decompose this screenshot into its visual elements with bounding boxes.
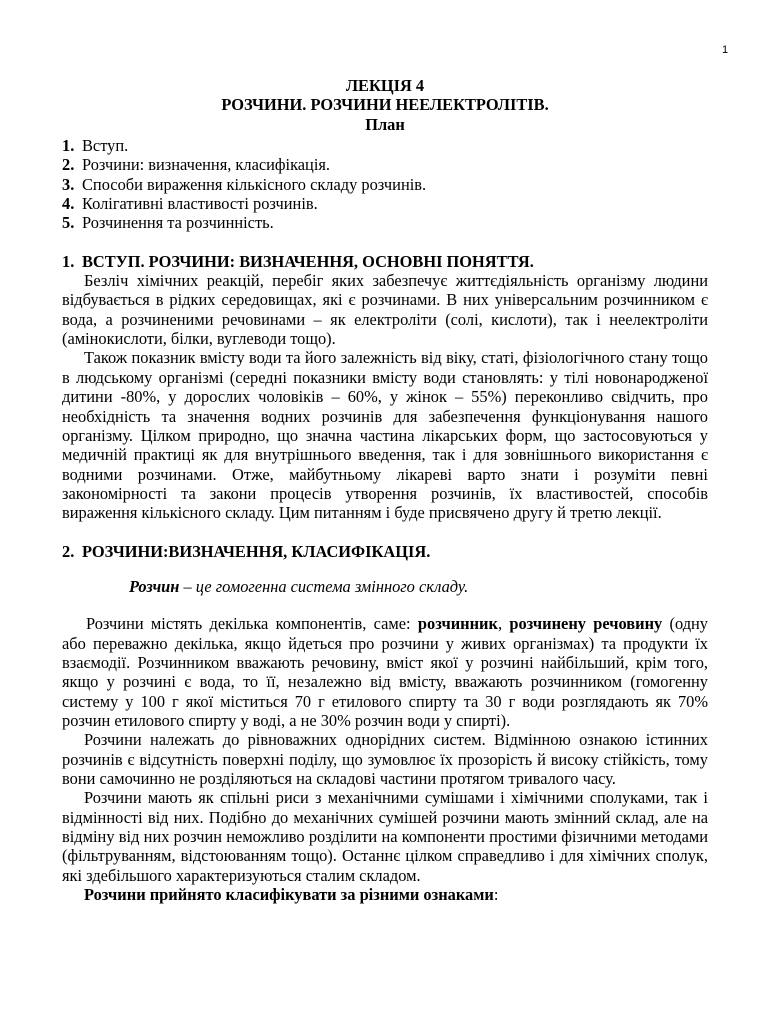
text-run: : [493,885,499,905]
text-run: Розчини містять декілька компонентів, саме: [86,614,418,634]
list-item [62,155,708,174]
classification-heading: Розчини прийнято класифікувати за різними ознаками [84,885,494,905]
list-item [62,213,708,232]
plan-list [62,136,708,233]
section-title: ВСТУП. РОЗЧИНИ: ВИЗНАЧЕННЯ, ОСНОВНІ ПОНЯТТЯ. [82,251,534,271]
term-solvent: розчинник [417,614,498,634]
list-item [62,194,708,213]
paragraph [62,614,708,730]
paragraph: Розчини мають як спільні риси з механічними сумішами і хімічними сполуками, так і відмінності від них. Подібно до механічних сумішей розчини мають змінний склад, але на відміну від них розчин неможливо розділити на компоненти простими фізичними методами (фільтруванням, відстоюванням тощо). Останнє цілком справедливо і для хімічних сполук, які здебільшого характеризуються сталим складом. [62,788,708,885]
section-1-heading [62,252,708,271]
text-run: (одну або переважно декілька, якщо йдеться про розчини у живих організмах) та продукти їх взаємодії. Розчинником вважають речовину, вміст якої у розчині найбільший, крім того, якщо у розчині є вода, то її, незалежно від вмісту, вважають розчинником (гомогенну систему у 100 г якої міститься 70 г етилового спирту та 30 г води розглядають як 70% розчин етилового спирту у воді, а не 30% розчин води у спирті). [62,614,709,730]
list-number: 1. [62,136,75,156]
section-2-heading [62,542,708,561]
paragraph: Безліч хімічних реакцій, перебіг яких забезпечує життєдіяльність організму людини відбувається в рідких середовищах, які є розчинами. В них універсальним розчинником є вода, а розчиненими речовинами – як електроліти (солі, кислоти), так і неелектроліти (амінокислоти, білки, вуглеводи тощо). [62,271,708,349]
page-number: 1 [722,44,729,56]
list-text: Колігативні властивості розчинів. [82,194,318,214]
list-text: Розчини: визначення, класифікація. [82,155,331,175]
list-number: 2. [62,155,75,175]
list-text: Способи вираження кількісного складу розчинів. [82,174,427,194]
list-item [62,175,708,194]
definition-text: – це гомогенна система змінного складу. [179,576,469,596]
paragraph: Розчини належать до рівноважних однорідних систем. Відмінною ознакою істинних розчинів є відсутність поверхні поділу, що зумовлює їх прозорість й високу стійкість, тому вони самочинно не розділяються на складові частини протягом тривалого часу. [62,730,708,788]
section-number: 2. [62,541,75,561]
list-number: 5. [62,213,75,233]
list-number: 3. [62,174,75,194]
list-text: Вступ. [82,136,129,156]
paragraph [62,885,708,904]
definition [62,577,708,596]
list-number: 4. [62,194,75,214]
section-number: 1. [62,251,75,271]
document-body [62,76,708,904]
page-title: РОЗЧИНИ. РОЗЧИНИ НЕЕЛЕКТРОЛІТІВ. [221,95,549,115]
definition-term: Розчин [129,576,180,596]
text-run: , [497,614,510,634]
term-solute: розчинену речовину [509,614,663,634]
section-title: РОЗЧИНИ:ВИЗНАЧЕННЯ, КЛАСИФІКАЦІЯ. [82,541,431,561]
list-item [62,136,708,155]
paragraph: Також показник вмісту води та його залежність від віку, статі, фізіологічного стану тощо в людському організмі (середні показники вмісту води становлять: у тілі новонародженої дитини -80%, у дорослих чоловіків – 60%, у жінок – 55%) переконливо свідчить, про необхідність та значення водних розчинів для забезпечення функціонування нашого організму. Цілком природно, що значна частина лікарських форм, що застосовуються у медичній практиці як для внутрішнього введення, так і для зовнішнього використання є водними розчинами. Отже, майбутньому лікареві варто знати і розуміти певні закономірності та закони процесів утворення розчинів, їх властивостей, способів вираження кількісного складу. Цим питанням і буде присвячено другу й третю лекції. [62,348,708,523]
list-text: Розчинення та розчинність. [82,213,274,233]
plan-title: План [365,114,405,134]
lecture-number: ЛЕКЦІЯ 4 [345,76,425,95]
